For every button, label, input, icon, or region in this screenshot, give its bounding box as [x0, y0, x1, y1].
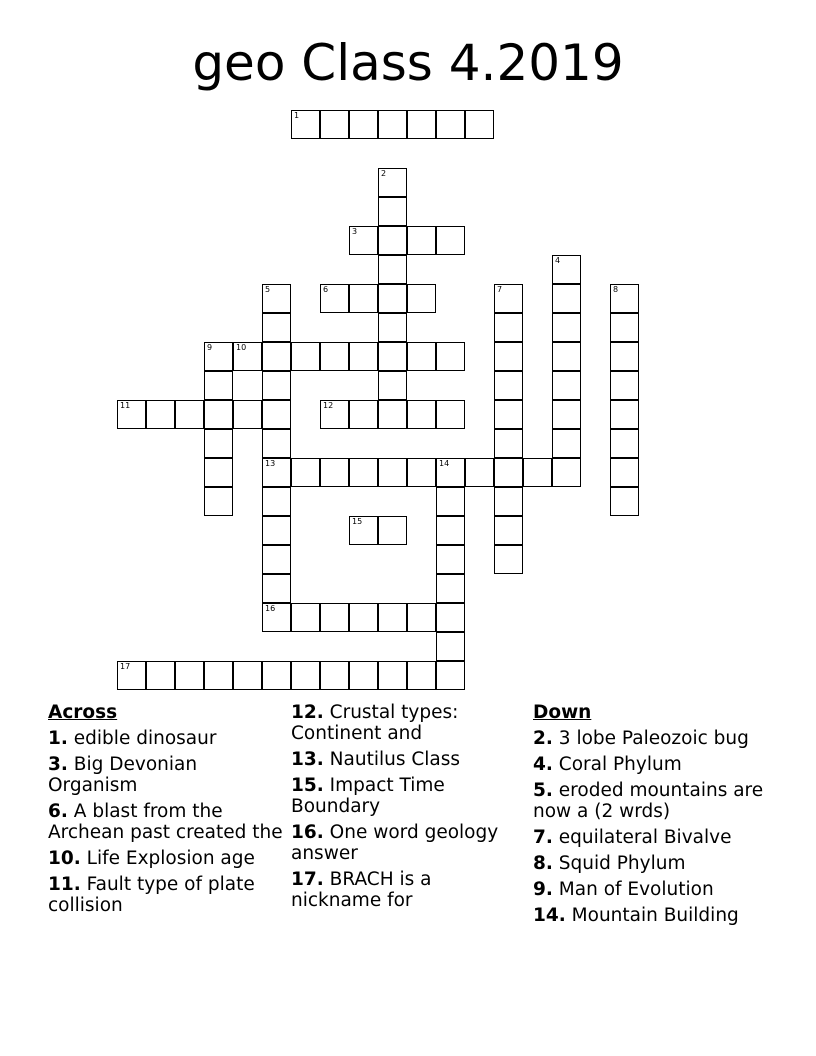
across-heading: Across — [48, 702, 118, 723]
clue-number: 3 — [352, 227, 358, 236]
crossword-cell[interactable] — [291, 342, 320, 371]
crossword-cell[interactable] — [262, 371, 291, 400]
crossword-cell[interactable] — [349, 284, 378, 313]
across-clues-column-2 — [291, 702, 523, 916]
crossword-cell[interactable] — [117, 661, 146, 690]
clue-number: 14 — [439, 459, 450, 468]
crossword-cell[interactable] — [146, 400, 175, 429]
crossword-cell[interactable] — [349, 110, 378, 139]
crossword-cell[interactable] — [465, 458, 494, 487]
crossword-cell[interactable] — [291, 661, 320, 690]
crossword-cell[interactable] — [610, 458, 639, 487]
across-clue-16: 16. One word geology answer — [291, 822, 499, 864]
crossword-cell[interactable] — [320, 110, 349, 139]
crossword-cell[interactable] — [552, 255, 581, 284]
down-heading: Down — [533, 702, 592, 723]
crossword-cell[interactable] — [494, 429, 523, 458]
crossword-cell[interactable] — [378, 226, 407, 255]
crossword-cell[interactable] — [552, 284, 581, 313]
crossword-cell[interactable] — [436, 574, 465, 603]
clue-number: 6 — [323, 285, 329, 294]
crossword-cell[interactable] — [465, 110, 494, 139]
crossword-cell[interactable] — [233, 342, 262, 371]
crossword-cell[interactable] — [407, 661, 436, 690]
crossword-cell[interactable] — [262, 516, 291, 545]
crossword-cell[interactable] — [349, 226, 378, 255]
across-clue-1: 1. edible dinosaur — [48, 728, 217, 749]
down-clue-5: 5. eroded mountains are now a (2 wrds) — [533, 780, 764, 822]
crossword-cell[interactable] — [349, 458, 378, 487]
across-clue-13: 13. Nautilus Class — [291, 749, 461, 770]
crossword-cell[interactable] — [436, 110, 465, 139]
crossword-cell[interactable] — [320, 603, 349, 632]
crossword-cell[interactable] — [320, 458, 349, 487]
crossword-cell[interactable] — [378, 661, 407, 690]
crossword-cell[interactable] — [378, 603, 407, 632]
crossword-cell[interactable] — [552, 342, 581, 371]
crossword-cell[interactable] — [407, 458, 436, 487]
crossword-cell[interactable] — [262, 284, 291, 313]
across-clue-15: 15. Impact Time Boundary — [291, 775, 445, 817]
crossword-cell[interactable] — [378, 110, 407, 139]
clue-number: 9 — [207, 343, 213, 352]
clue-number: 10 — [236, 343, 247, 352]
crossword-cell[interactable] — [436, 226, 465, 255]
crossword-cell[interactable] — [204, 487, 233, 516]
crossword-cell[interactable] — [610, 429, 639, 458]
down-clue-4: 4. Coral Phylum — [533, 754, 682, 775]
clue-number: 5 — [265, 285, 271, 294]
crossword-cell[interactable] — [204, 342, 233, 371]
crossword-cell[interactable] — [378, 371, 407, 400]
down-clues-column — [533, 702, 773, 931]
crossword-cell[interactable] — [262, 313, 291, 342]
crossword-cell[interactable] — [552, 313, 581, 342]
crossword-cell[interactable] — [436, 400, 465, 429]
clue-number: 16 — [265, 604, 276, 613]
crossword-cell[interactable] — [204, 661, 233, 690]
crossword-cell[interactable] — [262, 661, 291, 690]
page-title: geo Class 4.2019 — [192, 34, 624, 92]
clue-number: 4 — [555, 256, 561, 265]
clue-number: 2 — [381, 169, 387, 178]
clue-number: 13 — [265, 459, 276, 468]
crossword-cell[interactable] — [523, 458, 552, 487]
crossword-cell[interactable] — [436, 603, 465, 632]
crossword-cell[interactable] — [552, 371, 581, 400]
crossword-cell[interactable] — [552, 400, 581, 429]
crossword-cell[interactable] — [436, 632, 465, 661]
down-clue-14: 14. Mountain Building — [533, 905, 739, 926]
crossword-cell[interactable] — [262, 400, 291, 429]
crossword-cell[interactable] — [146, 661, 175, 690]
clue-number: 17 — [120, 662, 131, 671]
crossword-cell[interactable] — [291, 603, 320, 632]
crossword-cell[interactable] — [494, 371, 523, 400]
crossword-cell[interactable] — [436, 516, 465, 545]
crossword-cell[interactable] — [262, 429, 291, 458]
crossword-cell[interactable] — [552, 458, 581, 487]
crossword-cell[interactable] — [610, 400, 639, 429]
across-clues-column-1 — [48, 702, 284, 921]
crossword-cell[interactable] — [349, 400, 378, 429]
crossword-cell[interactable] — [262, 574, 291, 603]
crossword-cell[interactable] — [610, 284, 639, 313]
crossword-cell[interactable] — [204, 429, 233, 458]
across-clue-6: 6. A blast from the Archean past created the — [48, 801, 283, 843]
crossword-cell[interactable] — [320, 661, 349, 690]
crossword-cell[interactable] — [233, 400, 262, 429]
crossword-cell[interactable] — [436, 487, 465, 516]
crossword-cell[interactable] — [349, 342, 378, 371]
across-clue-12: 12. Crustal types: Continent and — [291, 702, 459, 744]
across-clue-10: 10. Life Explosion age — [48, 848, 255, 869]
crossword-cell[interactable] — [407, 110, 436, 139]
crossword-cell[interactable] — [610, 487, 639, 516]
crossword-cell[interactable] — [552, 429, 581, 458]
down-clue-8: 8. Squid Phylum — [533, 853, 686, 874]
crossword-cell[interactable] — [494, 516, 523, 545]
crossword-cell[interactable] — [378, 458, 407, 487]
crossword-cell[interactable] — [494, 342, 523, 371]
down-clue-9: 9. Man of Evolution — [533, 879, 714, 900]
crossword-cell[interactable] — [610, 342, 639, 371]
clue-number: 7 — [497, 285, 503, 294]
crossword-cell[interactable] — [610, 371, 639, 400]
across-clue-17: 17. BRACH is a nickname for — [291, 869, 432, 911]
crossword-cell[interactable] — [320, 400, 349, 429]
crossword-cell[interactable] — [494, 400, 523, 429]
crossword-cell[interactable] — [175, 661, 204, 690]
crossword-cell[interactable] — [320, 284, 349, 313]
crossword-cell[interactable] — [494, 284, 523, 313]
crossword-cell[interactable] — [378, 400, 407, 429]
crossword-cell[interactable] — [378, 197, 407, 226]
clue-number: 12 — [323, 401, 334, 410]
crossword-cell[interactable] — [291, 110, 320, 139]
crossword-cell[interactable] — [494, 545, 523, 574]
crossword-cell[interactable] — [262, 342, 291, 371]
crossword-cell[interactable] — [407, 342, 436, 371]
crossword-cell[interactable] — [349, 661, 378, 690]
crossword-cell[interactable] — [494, 458, 523, 487]
down-clue-2: 2. 3 lobe Paleozoic bug — [533, 728, 749, 749]
crossword-cell[interactable] — [233, 661, 262, 690]
crossword-cell[interactable] — [378, 168, 407, 197]
crossword-cell[interactable] — [262, 603, 291, 632]
clue-number: 8 — [613, 285, 619, 294]
crossword-cell[interactable] — [204, 371, 233, 400]
crossword-cell[interactable] — [378, 284, 407, 313]
crossword-cell[interactable] — [436, 458, 465, 487]
crossword-cell[interactable] — [262, 545, 291, 574]
crossword-cell[interactable] — [378, 313, 407, 342]
crossword-cell[interactable] — [175, 400, 204, 429]
crossword-cell[interactable] — [204, 458, 233, 487]
crossword-cell[interactable] — [407, 284, 436, 313]
crossword-cell[interactable] — [320, 342, 349, 371]
crossword-cell[interactable] — [378, 255, 407, 284]
across-clue-3: 3. Big Devonian Organism — [48, 754, 198, 796]
crossword-cell[interactable] — [262, 458, 291, 487]
crossword-cell[interactable] — [349, 516, 378, 545]
crossword-cell[interactable] — [378, 516, 407, 545]
crossword-cell[interactable] — [436, 545, 465, 574]
clue-number: 15 — [352, 517, 363, 526]
crossword-cell[interactable] — [378, 342, 407, 371]
crossword-cell[interactable] — [436, 661, 465, 690]
crossword-cell[interactable] — [436, 342, 465, 371]
crossword-cell[interactable] — [610, 313, 639, 342]
crossword-cell[interactable] — [291, 458, 320, 487]
crossword-cell[interactable] — [117, 400, 146, 429]
clue-number: 1 — [294, 111, 300, 120]
crossword-cell[interactable] — [349, 603, 378, 632]
crossword-cell[interactable] — [407, 226, 436, 255]
clue-number: 11 — [120, 401, 131, 410]
down-clue-7: 7. equilateral Bivalve — [533, 827, 732, 848]
crossword-cell[interactable] — [204, 400, 233, 429]
across-clue-11: 11. Fault type of plate collision — [48, 874, 255, 916]
crossword-cell[interactable] — [407, 603, 436, 632]
crossword-cell[interactable] — [407, 400, 436, 429]
crossword-cell[interactable] — [262, 487, 291, 516]
crossword-cell[interactable] — [494, 313, 523, 342]
crossword-cell[interactable] — [494, 487, 523, 516]
